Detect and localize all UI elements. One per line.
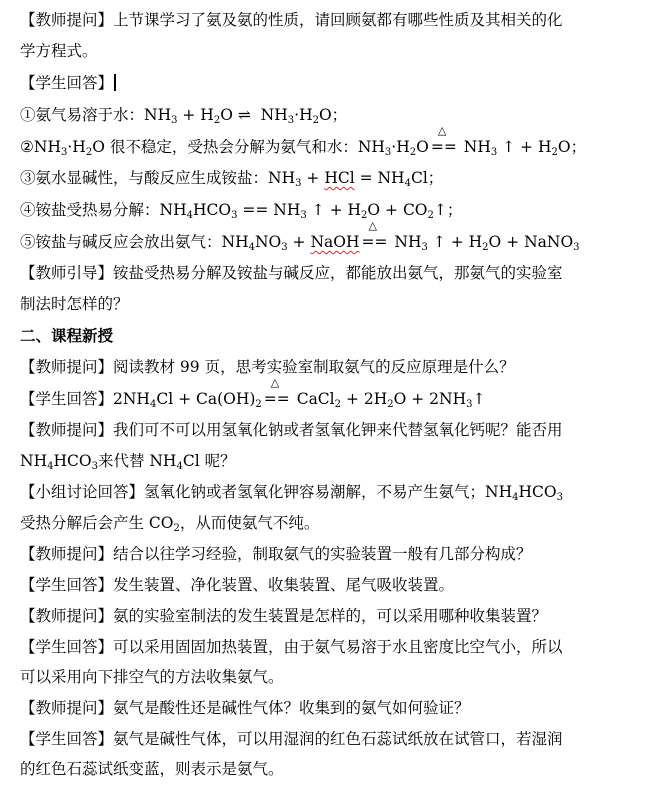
line-student-answer-5: 【学生回答】氨气是碱性气体，可以用湿润的红色石蕊试纸放在试管口，若湿润 bbox=[20, 730, 563, 748]
equation-line-3: ③氨水显碱性，与酸反应生成铵盐：$NH_3$ + HCl = $NH_4Cl$； bbox=[20, 169, 444, 189]
line-group-discussion-cont: 受热分解后会产生 $CO_2$，从而使氨气不纯。 bbox=[20, 514, 320, 534]
line-teacher-question-2: 【教师提问】阅读教材 99 页，思考实验室制取氨气的反应原理是什么？ bbox=[20, 358, 515, 376]
section-heading: 二、课程新授 bbox=[20, 326, 114, 345]
line-teacher-question-6: 【教师提问】氨气是酸性还是碱性气体？收集到的氨气如何验证？ bbox=[20, 699, 470, 717]
line-teacher-question-4: 【教师提问】结合以往学习经验，制取氨气的实验装置一般有几部分构成？ bbox=[20, 545, 532, 563]
line-teacher-question-1: 【教师提问】上节课学习了氨及氨的性质，请回顾氨都有哪些性质及其相关的化 bbox=[20, 11, 563, 29]
equation-line-5: ⑤铵盐与碱反应会放出氨气：$NH_4NO_3$ + NaOH △ == $NH_3$ ↑ + $H_2O$ + NaNO$_3$ bbox=[20, 219, 580, 253]
heat-arrow-symbol: △ == bbox=[361, 219, 388, 251]
line-teacher-question-1-cont: 学方程式。 bbox=[20, 42, 98, 60]
heat-arrow-symbol: △ == bbox=[430, 124, 457, 156]
equation-line-1: ①氨气易溶于水：$NH_3 + H_2O$ ⇌ $NH_3\cdot H_2O$； bbox=[20, 106, 348, 126]
line-teacher-question-3: 【教师提问】我们可不可以用氢氧化钠或者氢氧化钾来代替氢氧化钙呢？能否用 bbox=[20, 421, 563, 439]
line-student-answer-1: 【学生回答】 bbox=[20, 73, 648, 93]
heat-arrow-symbol: △ == bbox=[263, 376, 290, 408]
equation-line-4: ④铵盐受热易分解：$NH_4HCO_3 == NH_3$ ↑ + $H_2O$ + $CO_2↑$； bbox=[20, 201, 463, 221]
line-student-answer-4: 【学生回答】可以采用固固加热装置，由于氨气易溶于水且密度比空气小，所以 bbox=[20, 638, 563, 656]
line-teacher-guide-cont: 制法时怎样的？ bbox=[20, 295, 129, 313]
line-teacher-guide: 【教师引导】铵盐受热易分解及铵盐与碱反应，都能放出氨气，那氨气的实验室 bbox=[20, 264, 563, 282]
line-student-answer-4-cont: 可以采用向下排空气的方法收集氨气。 bbox=[20, 668, 284, 686]
line-teacher-question-3-cont: $NH_4HCO_3$来代替 $NH_4Cl$ 呢？ bbox=[20, 452, 236, 472]
text-cursor bbox=[114, 74, 116, 91]
line-student-answer-2: 【学生回答】$2NH_4Cl + Ca(OH)_2$ △ == CaCl$_2$ + $2H_2O$ + $2NH_3↑$ bbox=[20, 376, 486, 410]
line-group-discussion: 【小组讨论回答】氢氧化钠或者氢氧化钾容易潮解，不易产生氨气；$NH_4HCO_3$ bbox=[20, 483, 563, 503]
equation-line-2: $②NH_3\cdot H_2O$ 很不稳定，受热会分解为氨气和水：$NH_3\cdot H_2O$ △ == $NH_3$ ↑ + $H_2O$； bbox=[20, 124, 587, 158]
line-student-answer-3: 【学生回答】发生装置、净化装置、收集装置、尾气吸收装置。 bbox=[20, 576, 455, 594]
line-teacher-question-5: 【教师提问】氨的实验室制法的发生装置是怎样的，可以采用哪种收集装置？ bbox=[20, 607, 548, 625]
line-student-answer-5-cont: 的红色石蕊试纸变蓝，则表示是氨气。 bbox=[20, 760, 284, 778]
